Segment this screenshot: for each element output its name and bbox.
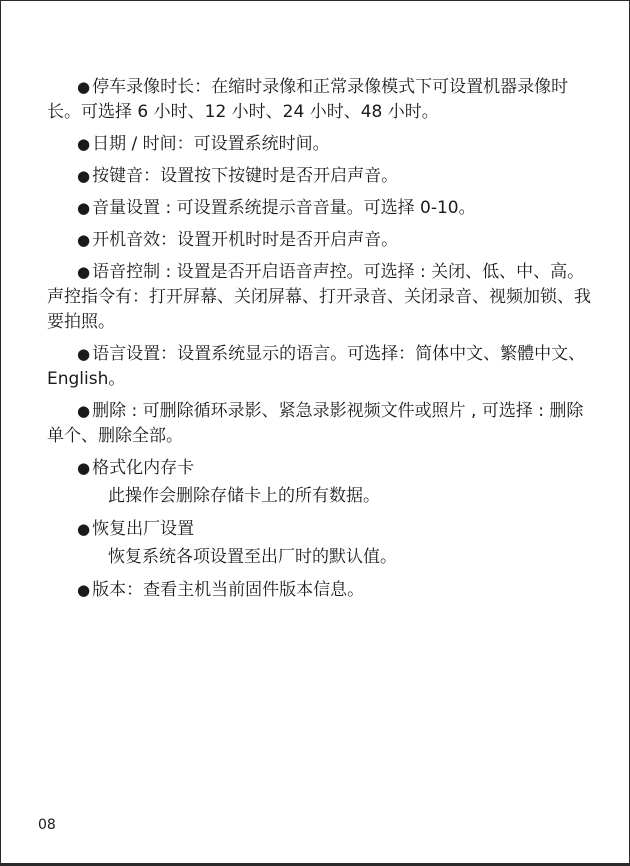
bullet-icon: ●: [77, 199, 91, 217]
bullet-icon: ●: [77, 345, 91, 363]
bullet-icon: ●: [77, 263, 91, 281]
list-item-volume: ● 音量设置 : 可设置系统提示音音量。可选择 0-10。: [77, 198, 476, 218]
bullet-icon: ●: [77, 167, 91, 185]
bullet-icon: ●: [77, 581, 91, 599]
format-card-detail: 此操作会删除存储卡上的所有数据。: [108, 486, 380, 506]
list-item-startup-sound: ● 开机音效：设置开机时时是否开启声音。: [77, 230, 399, 250]
bullet-icon: ●: [77, 520, 91, 538]
list-item-voice-control: ● 语音控制 : 设置是否开启语音声控。可选择 : 关闭、低、中、高。声控指令有：打开屏幕、关闭屏幕、打开录音、关闭录音、视频加锁、我要拍照。: [47, 262, 591, 332]
list-item-key-tone: ● 按键音：设置按下按键时是否开启声音。: [77, 166, 399, 186]
bullet-icon: ●: [77, 459, 91, 477]
list-item-parking-recording: ● 停车录像时长：在缩时录像和正常录像模式下可设置机器录像时长。可选择 6 小时、12 小时、24 小时、48 小时。: [47, 77, 569, 122]
factory-reset-detail: 恢复系统各项设置至出厂时的默认值。: [108, 547, 397, 567]
page-number: 08: [38, 817, 56, 833]
list-item-version: ● 版本：查看主机当前固件版本信息。: [77, 580, 365, 600]
list-item-date-time: ● 日期 / 时间：可设置系统时间。: [77, 134, 330, 154]
list-item-format-card: ● 格式化内存卡: [77, 458, 195, 478]
bullet-icon: ●: [77, 402, 91, 420]
list-item-language: ● 语言设置：设置系统显示的语言。可选择：简体中文、繁體中文、English。: [47, 344, 586, 389]
list-item-delete: ● 删除 : 可删除循环录影、紧急录影视频文件或照片 , 可选择 : 删除单个、删除全部。: [47, 401, 584, 446]
bullet-icon: ●: [77, 231, 91, 249]
bullet-icon: ●: [77, 135, 91, 153]
settings-list: [47, 75, 593, 610]
bullet-icon: ●: [77, 78, 91, 96]
list-item-factory-reset: ● 恢复出厂设置: [77, 519, 195, 539]
